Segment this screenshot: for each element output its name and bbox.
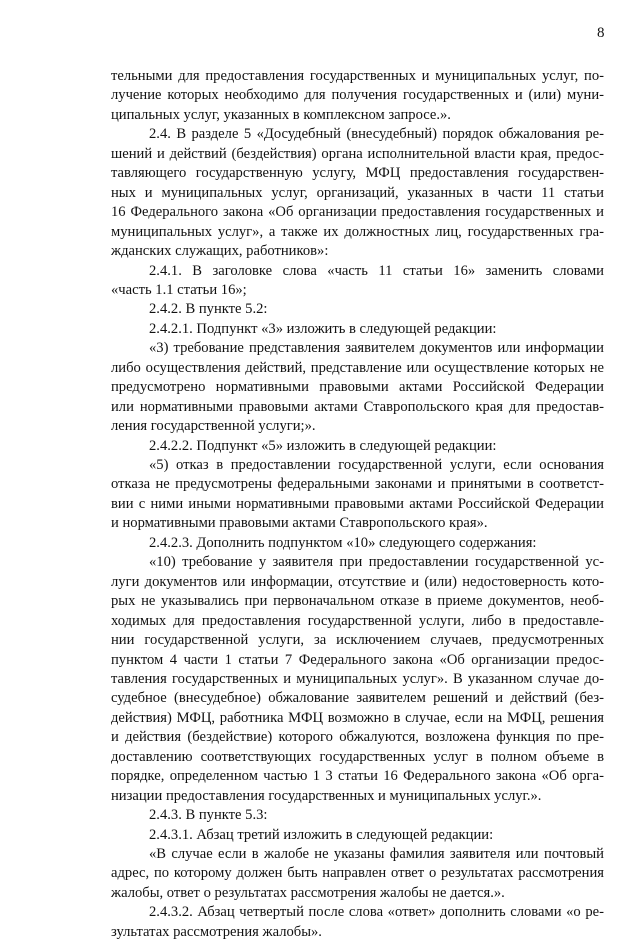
text-line: 2.4.2.1. Подпункт «3» изложить в следующей редакции: [149,320,497,337]
text-line: порядке, определенном частью 1 3 статьи 16 Федерального закона «Об орга- [111,768,604,785]
text-line: низации предоставления государственных и муниципальных услуг.». [111,787,542,804]
text-line: рых не указывались при первоначальном отказе в приеме документов, необ- [111,593,604,610]
text-line: или нормативными правовыми актами Ставропольского края для предостав- [111,398,604,415]
text-line: 2.4.2.3. Дополнить подпунктом «10» следующего содержания: [149,534,537,551]
text-line: 16 Федерального закона «Об организации предоставления государственных и [111,204,604,221]
text-line: либо осуществления действий, представление или осуществление которых не [111,359,604,376]
text-line: отказа не предусмотрены федеральными законами и принятыми в соответст- [111,476,604,493]
text-line: нии государственной услуги, за исключением случаев, предусмотренных [111,632,604,649]
text-line: зультатах рассмотрения жалобы». [111,923,322,940]
text-line: «10) требование у заявителя при предоставлении государственной ус- [149,554,604,571]
page-number: 8 [597,25,605,41]
text-line: и действия (бездействие) которого обжалуются, возложена функция по пре- [111,729,604,746]
text-line: ления государственной услуги;». [111,418,316,435]
text-line: 2.4.3.2. Абзац четвертый после слова «ответ» дополнить словами «о ре- [149,904,604,921]
text-line: муниципальных услуг», а также их должностных лиц, государственных гра- [111,223,604,240]
text-line: адрес, по которому должен быть направлен ответ о результатах рассмотрения [111,865,604,882]
text-line: тельными для предоставления государственных и муниципальных услуг, по- [111,68,604,84]
text-line: «часть 1.1 статьи 16»; [111,281,247,298]
text-line: вии с ними иными нормативными правовыми актами Российской Федерации [111,495,604,512]
text-line: судебное (внесудебное) обжалование заявителем решений и действий (без- [111,690,604,707]
text-line: и нормативными правовыми актами Ставропольского края». [111,515,488,532]
text-line: тавления государственных и муниципальных услуг». В указанном случае до- [111,670,604,687]
text-line: «В случае если в жалобе не указаны фамилия заявителя или почтовый [149,846,604,862]
text-line: жалобы, ответ о результатах рассмотрения жалобы не дается.». [111,884,505,901]
text-line: 2.4. В разделе 5 «Досудебный (внесудебный) порядок обжалования ре- [149,126,604,143]
text-line: 2.4.2. В пункте 5.2: [149,301,268,318]
text-line: доставлению соответствующих государственных услуг в полном объеме в [111,748,604,765]
text-line: 2.4.2.2. Подпункт «5» изложить в следующей редакции: [149,437,497,454]
text-line: предусмотрено нормативными правовыми актами Российской Федерации [111,379,604,396]
text-line: 2.4.3.1. Абзац третий изложить в следующей редакции: [149,826,494,843]
text-line: 2.4.3. В пункте 5.3: [149,807,268,824]
text-line: лучение которых необходимо для получения государственных и (или) муни- [111,87,604,104]
text-line: ципальных услуг, указанных в комплексном запросе.». [111,106,451,123]
text-line: «5) отказ в предоставлении государственной услуги, если основания [149,457,604,473]
text-line: ходимых для предоставления государственной услуги, либо в предоставле- [111,612,604,629]
text-line: тавляющего государственную услугу, МФЦ предоставления государствен- [111,165,604,182]
text-line: шений и действий (бездействия) органа исполнительной власти края, предос- [111,145,604,162]
text-line: 2.4.1. В заголовке слова «часть 11 статьи 16» заменить словами [149,262,604,279]
text-line: жданских служащих, работников»: [111,243,329,260]
text-line: ных и муниципальных услуг, организаций, указанных в части 11 статьи [111,184,604,201]
text-line: «3) требование представления заявителем документов или информации [149,340,604,357]
text-line: пунктом 4 части 1 статьи 7 Федерального закона «Об организации предос- [111,651,604,668]
text-line: луги документов или информации, отсутствие и (или) недостоверность кото- [111,573,604,590]
text-line: действия) МФЦ, работника МФЦ возможно в случае, если на МФЦ, решения [111,709,604,726]
